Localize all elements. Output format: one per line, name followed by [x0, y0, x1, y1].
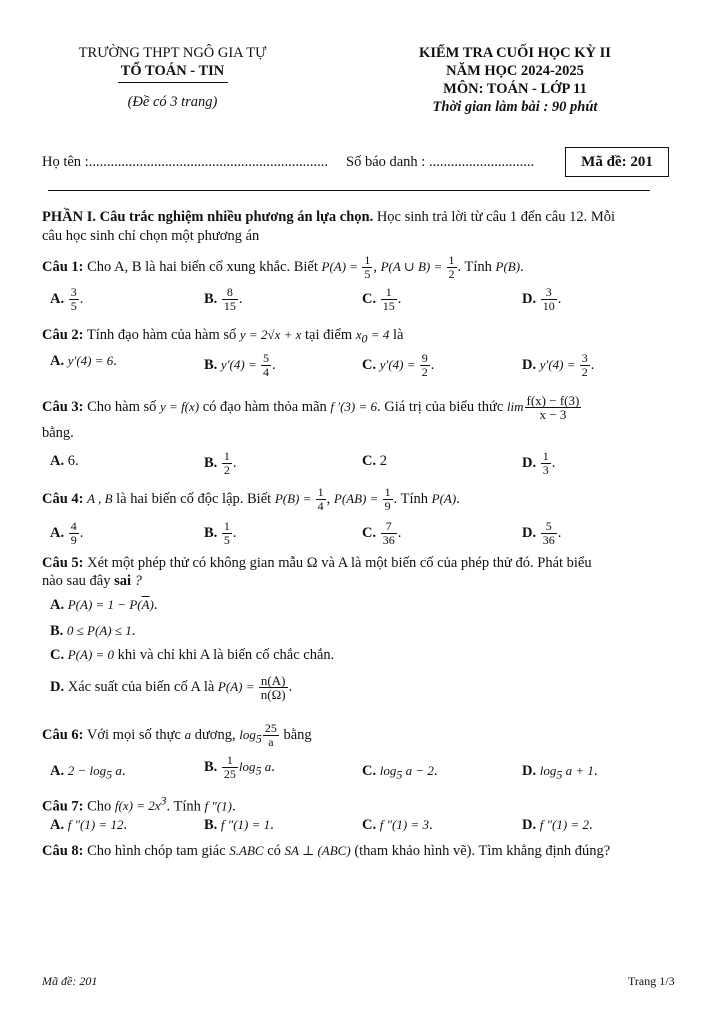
header-right — [360, 44, 670, 116]
exam-code-box: Mã đề: 201 — [565, 147, 669, 177]
divider — [118, 82, 228, 83]
question-4: Câu 4: A , B là hai biến cố độc lập. Biết P(B) = $\frac{1}{4}$ , P(AB) = $\frac{1}{9}$ . Tính P(A). — [42, 485, 460, 513]
header-left — [40, 44, 305, 111]
q2-option-c[interactable]: C. y′(4) = $\frac{9}{2}$ . — [362, 351, 435, 379]
q3-option-d[interactable]: D. $\frac{1}{3}$ . — [522, 449, 556, 477]
part1-instr: câu học sinh chỉ chọn một phương án — [42, 228, 260, 244]
q4-option-b[interactable]: B. $\frac{1}{5}$ . — [204, 519, 237, 547]
subject: MÔN: TOÁN - LỚP 11 — [443, 81, 587, 97]
q4-option-c[interactable]: C. $\frac{7}{36}$ . — [362, 519, 402, 547]
q2-option-d[interactable]: D. y′(4) = $\frac{3}{2}$ . — [522, 351, 595, 379]
q3-option-a[interactable]: A. 6. — [50, 453, 79, 469]
part1-title: PHẦN I. Câu trắc nghiệm nhiều phương án lựa chọn. Học sinh trả lời từ câu 1 đến câu 12. Mỗi — [42, 209, 616, 225]
q4-option-a[interactable]: A. $\frac{4}{9}$ . — [50, 519, 84, 547]
question-1: Câu 1: Cho A, B là hai biến cố xung khắc. Biết P(A) = $\frac{1}{5}$ , P(A ∪ B) = $\frac{1}{2}$ . Tính P(B). — [42, 253, 524, 281]
q3-option-b[interactable]: B. $\frac{1}{2}$ . — [204, 449, 237, 477]
exam-time: Thời gian làm bài : 90 phút — [432, 99, 598, 115]
q5-option-b[interactable]: B. 0 ≤ P(A) ≤ 1. — [50, 623, 136, 639]
q1-option-d[interactable]: D. $\frac{3}{10}$ . — [522, 285, 562, 313]
question-2: Câu 2: Tính đạo hàm của hàm số y = 2√x + x tại điểm $x_0 = 4$ là — [42, 327, 404, 346]
exam-title: KIỂM TRA CUỐI HỌC KỲ II — [419, 45, 611, 61]
q7-option-c[interactable]: C. f ″(1) = 3. — [362, 817, 433, 833]
q7-option-d[interactable]: D. f ″(1) = 2. — [522, 817, 593, 833]
question-3-tail: bằng. — [42, 425, 74, 441]
q5-option-d[interactable]: D. Xác suất của biến cố A là P(A) = $\frac{n(A)}{n(\Omega)}$ . — [50, 673, 293, 702]
q1-option-a[interactable]: A. $\frac{3}{5}$ . — [50, 285, 84, 313]
q7-option-b[interactable]: B. f ″(1) = 1. — [204, 817, 274, 833]
q4-option-d[interactable]: D. $\frac{5}{36}$ . — [522, 519, 562, 547]
q6-option-b[interactable]: B. $\frac{1}{25}$ $\log_5 a$. — [204, 753, 275, 781]
q2-option-b[interactable]: B. y′(4) = $\frac{5}{4}$ . — [204, 351, 276, 379]
q1-option-b[interactable]: B. $\frac{8}{15}$ . — [204, 285, 243, 313]
q5-option-a[interactable]: A. $P(A) = 1 - P(\overline{A})$. — [50, 597, 158, 613]
school-year: NĂM HỌC 2024-2025 — [446, 63, 584, 79]
pages-note: (Đề có 3 trang) — [127, 94, 218, 110]
question-8: Câu 8: Cho hình chóp tam giác S.ABC có SA ⊥ (ABC) (tham khảo hình vẽ). Tìm khẳng định đúng? — [42, 843, 611, 859]
q2-option-a[interactable]: A. y′(4) = 6. — [50, 353, 117, 369]
page-number: Trang 1/3 — [628, 974, 675, 988]
q6-option-a[interactable]: A. $2 - \log_5 a$. — [50, 763, 126, 782]
department: TỔ TOÁN - TIN — [120, 63, 225, 79]
q3-option-c[interactable]: C. 2 — [362, 453, 387, 469]
divider — [48, 190, 650, 191]
sbd-field: Số báo danh : ............................. — [346, 154, 535, 170]
question-7: Câu 7: Cho $f(x) = 2x^3$. Tính f ″(1). — [42, 794, 236, 815]
q1-option-c[interactable]: C. $\frac{1}{15}$ . — [362, 285, 402, 313]
question-6: Câu 6: Với mọi số thực a dương, $\log_5$ $\frac{25}{a}$ bằng — [42, 721, 312, 749]
footer-code: Mã đề: 201 — [42, 974, 98, 988]
q5-option-c[interactable]: C. P(A) = 0 khi và chỉ khi A là biến cố chắc chắn. — [50, 647, 335, 663]
q6-option-d[interactable]: D. $\log_5 a + 1$. — [522, 763, 598, 782]
school-name: TRƯỜNG THPT NGÔ GIA TỰ — [78, 45, 267, 61]
q6-option-c[interactable]: C. $\log_5 a - 2$. — [362, 763, 438, 782]
question-5-line2: nào sau đây sai ? — [42, 573, 142, 589]
question-5: Câu 5: Xét một phép thử có không gian mẫu Ω và A là một biến cố của phép thử đó. Phát biểu — [42, 555, 592, 571]
q7-option-a[interactable]: A. f ″(1) = 12. — [50, 817, 128, 833]
question-3: Câu 3: Cho hàm số y = f(x) có đạo hàm thỏa mãn f ′(3) = 6. Giá trị của biểu thức lim $\frac{f(x) - f(3)}{x - 3}$ — [42, 393, 580, 422]
name-field: Họ tên :.................................................................. — [42, 154, 328, 170]
